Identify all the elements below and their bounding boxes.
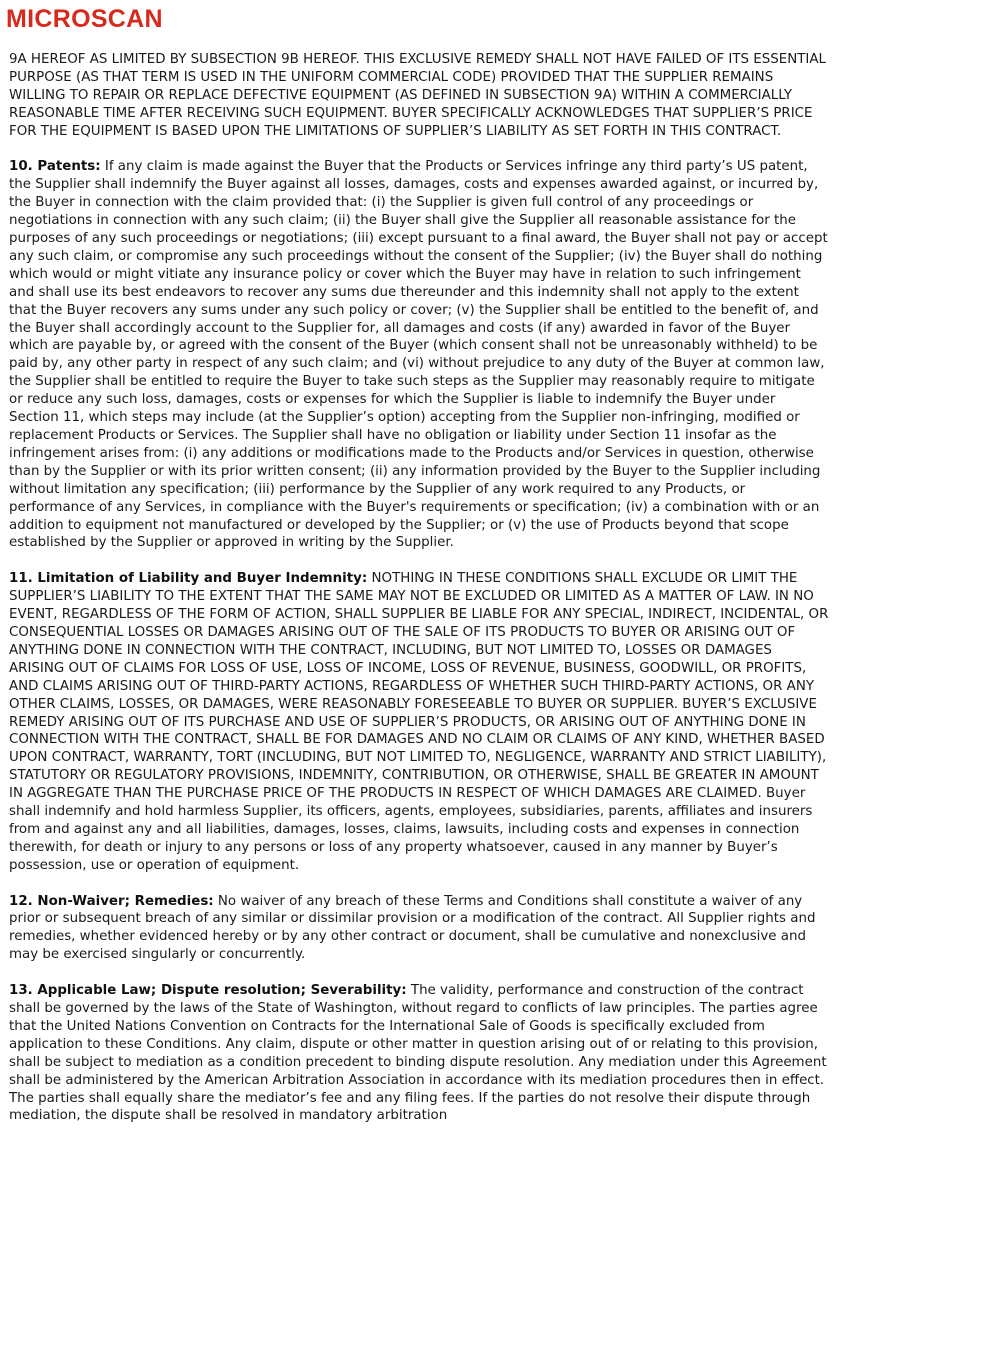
section-heading: 11. Limitation of Liability and Buyer Indemnity: <box>9 571 368 587</box>
section-body: The validity, performance and construction of the contract shall be governed by the laws of the State of Washington, without regard to conflicts of law principles. The parties agree that the United Nations Convention on Contracts for the International Sale of Goods is specifically excluded from application to these Conditions. Any claim, dispute or other matter in question arising out of or relating to this provision, shall be subject to mediation as a condition precedent to binding dispute resolution. Any mediation under this Agreement shall be administered by the American Arbitration Association in accordance with its mediation procedures then in effect. The parties shall equally share the mediator’s fee and any filing fees. If the parties do not resolve their dispute through mediation, the dispute shall be resolved in mandatory arbitration <box>9 983 827 1124</box>
section-heading: 10. Patents: <box>9 159 101 175</box>
section-applicable-law <box>9 982 829 1125</box>
microscan-logo: MICROSCAN <box>6 5 163 33</box>
section-body: If any claim is made against the Buyer that the Products or Services infringe any third party’s US patent, the Supplier shall indemnify the Buyer against all losses, damages, costs and expenses awarded against, or incurred by, the Buyer in connection with the claim provided that: (i) the Supplier is given full control of any proceedings or negotiations in connection with any such claim; (ii) the Buyer shall give the Supplier all reasonable assistance for the purposes of any such proceedings or negotiations; (iii) except pursuant to a final award, the Buyer shall not pay or accept any such claim, or compromise any such proceedings without the consent of the Supplier; (iv) the Buyer shall do nothing which would or might vitiate any insurance policy or cover which the Buyer may have in relation to such infringement and shall use its best endeavors to recover any sums due thereunder and this indemnity shall not apply to the extent that the Buyer recovers any sums under any such policy or cover; (v) the Supplier shall be entitled to the benefit of, and the Buyer shall accordingly account to the Supplier for, all damages and costs (if any) awarded in favor of the Buyer which are payable by, or agreed with the consent of the Buyer (which consent shall not be unreasonably withheld) to be paid by, any other party in respect of any such claim; and (vi) without prejudice to any duty of the Buyer at common law, the Supplier shall be entitled to require the Buyer to take such steps as the Supplier may reasonably require to mitigate or reduce any such loss, damages, costs or expenses for which the Supplier is liable to indemnify the Buyer under Section 11, which steps may include (at the Supplier’s option) accepting from the Supplier non-infringing, modified or replacement Products or Services. The Supplier shall have no obligation or liability under Section 11 insofar as the infringement arises from: (i) any additions or modifications made to the Products and/or Services in question, otherwise than by the Supplier or with its prior written consent; (ii) any information provided by the Buyer to the Supplier including without limitation any specification; (iii) performance by the Supplier of any work required to any Products, or performance of any Services, in compliance with the Buyer's requirements or specification; (iv) a combination with or an addition to equipment not manufactured or developed by the Supplier; or (v) the use of Products beyond that scope established by the Supplier or approved in writing by the Supplier. <box>9 159 828 551</box>
section-patents <box>9 158 829 552</box>
section-heading: 13. Applicable Law; Dispute resolution; Severability: <box>9 983 407 999</box>
section-non-waiver <box>9 893 829 965</box>
section-body: NOTHING IN THESE CONDITIONS SHALL EXCLUDE OR LIMIT THE SUPPLIER’S LIABILITY TO THE EXTENT THAT THE SAME MAY NOT BE EXCLUDED OR LIMITED AS A MATTER OF LAW. IN NO EVENT, REGARDLESS OF THE FORM OF ACTION, SHALL SUPPLIER BE LIABLE FOR ANY SPECIAL, INDIRECT, INCIDENTAL, OR CONSEQUENTIAL LOSSES OR DAMAGES ARISING OUT OF THE SALE OF ITS PRODUCTS TO BUYER OR ARISING OUT OF ANYTHING DONE IN CONNECTION WITH THE CONTRACT, INCLUDING, BUT NOT LIMITED TO, LOSSES OR DAMAGES ARISING OUT OF CLAIMS FOR LOSS OF USE, LOSS OF INCOME, LOSS OF REVENUE, BUSINESS, GOODWILL, OR PROFITS, AND CLAIMS ARISING OUT OF THIRD-PARTY ACTIONS, REGARDLESS OF WHETHER SUCH THIRD-PARTY ACTIONS, OR ANY OTHER CLAIMS, LOSSES, OR DAMAGES, WERE REASONABLY FORESEEABLE TO BUYER OR SUPPLIER. BUYER’S EXCLUSIVE REMEDY ARISING OUT OF ITS PURCHASE AND USE OF SUPPLIER’S PRODUCTS, OR ARISING OUT OF ANYTHING DONE IN CONNECTION WITH THE CONTRACT, SHALL BE FOR DAMAGES AND NO CLAIM OR CLAIMS OF ANY KIND, WHETHER BASED UPON CONTRACT, WARRANTY, TORT (INCLUDING, BUT NOT LIMITED TO, NEGLIGENCE, WARRANTY AND STRICT LIABILITY), STATUTORY OR REGULATORY PROVISIONS, INDEMNITY, CONTRIBUTION, OR OTHERWISE, SHALL BE GREATER IN AMOUNT IN AGGREGATE THAN THE PURCHASE PRICE OF THE PRODUCTS IN RESPECT OF WHICH DAMAGES ARE CLAIMED. Buyer shall indemnify and hold harmless Supplier, its officers, agents, employees, subsidiaries, parents, affiliates and insurers from and against any and all liabilities, damages, losses, claims, lawsuits, including costs and expenses in connection therewith, for death or injury to any persons or loss of any property whatsoever, caused in any manner by Buyer’s possession, use or operation of equipment. <box>9 571 829 873</box>
document-body <box>9 51 829 1143</box>
section-heading: 12. Non-Waiver; Remedies: <box>9 893 214 909</box>
section-limitation-of-liability <box>9 570 829 874</box>
intro-paragraph: 9A HEREOF AS LIMITED BY SUBSECTION 9B HEREOF. THIS EXCLUSIVE REMEDY SHALL NOT HAVE FAILED OF ITS ESSENTIAL PURPOSE (AS THAT TERM IS USED IN THE UNIFORM COMMERCIAL CODE) PROVIDED THAT THE SUPPLIER REMAINS WILLING TO REPAIR OR REPLACE DEFECTIVE EQUIPMENT (AS DEFINED IN SUBSECTION 9A) WITHIN A COMMERCIALLY REASONABLE TIME AFTER RECEIVING SUCH EQUIPMENT. BUYER SPECIFICALLY ACKNOWLEDGES THAT SUPPLIER’S PRICE FOR THE EQUIPMENT IS BASED UPON THE LIMITATIONS OF SUPPLIER’S LIABILITY AS SET FORTH IN THIS CONTRACT. <box>9 52 826 139</box>
section-body: No waiver of any breach of these Terms and Conditions shall constitute a waiver of any prior or subsequent breach of any similar or dissimilar provision or a modification of the contract. All Supplier rights and remedies, whether evidenced hereby or by any other contract or document, shall be cumulative and nonexclusive and may be exercised singularly or concurrently. <box>9 893 816 963</box>
